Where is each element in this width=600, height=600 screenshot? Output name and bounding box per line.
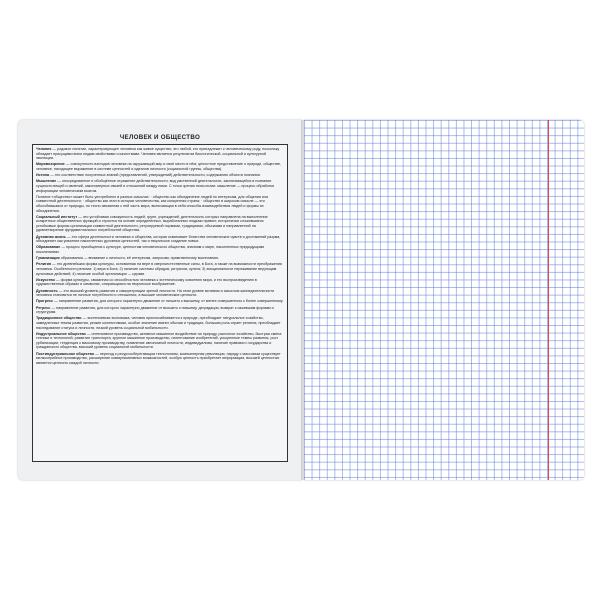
definition-term: Традиционное общество [36, 316, 82, 321]
definition-term: Мышление [36, 179, 57, 184]
reference-table [32, 144, 288, 462]
definition-entry [36, 262, 284, 276]
definition-text: — это устойчивая совокупность людей, групп, учреждений, деятельность которых направлена на выполнение конкретных общественных функций и строится на основе определённых, выработанных людьми правил; исторически сложившиеся устойчивые формы организации совместной деятельности, регулируемой нормами, традициями, обычаями и направленной на удовлетворение фундаментальных потребностей общества. [36, 214, 268, 233]
notebook-inner-cover [18, 120, 302, 480]
definition-term: Гуманизация [36, 256, 60, 261]
definition-entry [36, 162, 284, 171]
definition-text: — совокупность взглядов человека на окружающий мир и своё место в нём; целостное представление о природе, обществе, человеке, находящее выражение в системе ценностей и идеалов личности (социальной группы, общества). [36, 162, 282, 171]
definition-term: Мировоззрение [36, 162, 65, 167]
definition-term: Постиндустриальное общество [36, 351, 95, 356]
definition-entry [36, 195, 284, 213]
definition-entry [36, 215, 284, 233]
definition-text: — форма культуры, связанная со способностью человека к эстетическому освоению мира, и его воспроизведению в художественных образах и символах, опирающаяся на творческое воображение. [36, 277, 257, 287]
definition-term: Духовная жизнь [36, 234, 66, 239]
definition-text: — процесс приобщения к культуре, ценностям человеческого общества, знаниям о мире, накопленных предыдущими поколениями. [36, 245, 265, 255]
definition-term: Духовность [36, 288, 58, 293]
definition-text: образования — внимание к личности, её интересам, запросам; нравственному воспитанию. [59, 256, 220, 261]
definition-text: Понятие «общество» может быть употреблено в разных смыслах: · общество как объединение людей по интересам, для общения или совместной деятельности; · общество как этап в истории человечества, как конкретная страна; · общество в широком смысле — это обособившаяся от природы, но тесно связанная с ней часть мира, включающая в себя способы взаимодействия людей и формы их объединения. [36, 194, 269, 213]
definition-entry [36, 147, 284, 161]
definition-text: — это древнейшая форма культуры, основанная на вере в сверхъестественные силы, в Бога, а также на возможности преображения человека. Особенности религии: 1) вера в Бога; 2) наличие системы обрядов, ритуалов, культа; 3) эмоциональное переживание верующим культовых действий; 4) наличие особой организации — церкви. [36, 262, 282, 276]
definition-text: — экстенсивная экономика, человек приспосабливается к природе, преобладает натуральное хозяйство, замедленные темпы развития, резкие коллективизм, особое значение имеют обычаи и традиции, большая роль играет религия, преобладает наследование статуса и личности, низкий уровень социальной мобильности. [36, 316, 281, 330]
definition-text: — это сфера деятельности человека и общества, которая охватывает богатства человеческих чувств и достижений разума, объединяет как усвоение накопленных духовных ценностей, так и творческое создание новых. [36, 234, 281, 244]
definition-text: — направление развития, для которого характерно движение от высшего к низшему, деградация, возврат к изжившим формам и структурам. [36, 305, 274, 315]
definition-entry [36, 306, 284, 315]
definition-term: Образование [36, 245, 61, 250]
definition-text: — это высший уровень развития и саморегуляции зрелой личности. На этом уровне мотивом и смыслом жизнедеятельности человека становятся не личные потребности и отношения, а высшие человеческие ценности. [36, 288, 275, 298]
definition-term: Человек [36, 147, 52, 151]
reference-title: ЧЕЛОВЕК И ОБЩЕСТВО [119, 134, 201, 141]
definition-entry [36, 173, 284, 178]
definition-entry [36, 245, 284, 254]
red-margin-line [548, 120, 549, 480]
definition-entry [36, 278, 284, 287]
definition-text: — переход к ресурсосберегающим технологиям, компьютерная революция, наряду с массовым существует мелкосерийное производство, расширение коммуникативных возможностей, особую ценность приобретает информация, высшей ценностью является ценность каждой личности. [36, 351, 281, 365]
definition-term: Истина [36, 173, 50, 178]
definition-text: — родовое понятие, характеризующее человека как живое существо; это любой, кто принадлежит к человеческому роду, поскольку обладает присущими всем людям свойствами и качествами. Человек является результатом биологической, социальной и культурной эволюции. [36, 147, 280, 161]
definition-entry [36, 256, 284, 261]
definition-text: — это соответствие полученных знаний (представлений, утверждений) действительности, содержанию объекта познания. [49, 173, 261, 178]
definition-entry [36, 289, 284, 298]
notebook-spread [18, 120, 584, 480]
squared-page [304, 120, 584, 480]
definition-term: Социальный институт [36, 214, 78, 219]
definition-text: — интенсивное производство, активное машинное воздействие на природу, рыночное хозяйство, быстрая смена техники и технологий, развитие транспорта, крупное машинное производство, патентование изобретений, ускоренные темпы развития, рост урбанизации, тенденция к массовому производству, появление автономной личности, индивидуализм, наличие правового государства и гражданского общества, высокий уровень социальной мобильности. [36, 331, 282, 350]
definition-entry [36, 235, 284, 244]
definition-entry [36, 316, 284, 330]
definition-text: — направление развития, для которого характерно движение от низшего к высшему, от менее совершенного к более совершенному. [53, 299, 284, 304]
definition-entry [36, 179, 284, 193]
definition-term: Регресс [36, 305, 51, 310]
definition-entry [36, 332, 284, 350]
definition-term: Прогресс [36, 299, 54, 304]
definition-entry [36, 299, 284, 304]
definition-term: Индустриальное общество [36, 331, 86, 336]
definition-term: Религия [36, 262, 51, 267]
definition-entry [36, 352, 284, 366]
definition-text: — опосредованное и обобщённое отражение действительности, вид умственной деятельности, заключающейся в познании сущности вещей и явлений, закономерных связей и отношений между ними. С точки зрения психологии: мышление — процесс обработки информации человеческим мозгом. [36, 179, 275, 193]
definition-term: Искусство [36, 277, 55, 282]
